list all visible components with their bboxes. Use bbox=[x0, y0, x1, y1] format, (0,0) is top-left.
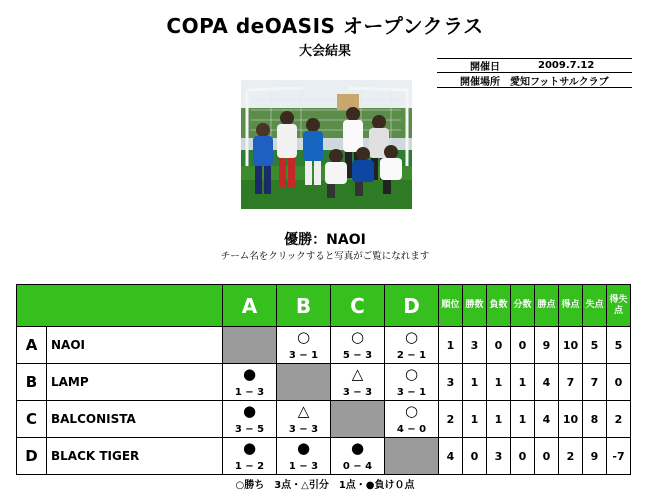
header-col-a: A bbox=[223, 285, 277, 327]
result-cell bbox=[277, 327, 331, 364]
stat-points: 4 bbox=[535, 364, 559, 401]
header-col-d: D bbox=[385, 285, 439, 327]
result-score: 3 − 3 bbox=[288, 424, 319, 435]
stat-losses: 1 bbox=[487, 401, 511, 438]
result-symbol: △ bbox=[351, 365, 364, 383]
result-symbol: ● bbox=[242, 439, 257, 457]
header-draws: 分数 bbox=[511, 285, 535, 327]
header-losses: 負数 bbox=[487, 285, 511, 327]
result-score: 3 − 1 bbox=[396, 387, 427, 398]
result-score: 3 − 5 bbox=[234, 424, 265, 435]
result-score: 1 − 2 bbox=[234, 461, 265, 472]
result-symbol: ● bbox=[242, 365, 257, 383]
photo-hint: チーム名をクリックすると写真がご覧になれます bbox=[220, 251, 430, 262]
result-score: 3 − 3 bbox=[342, 387, 373, 398]
stat-draws: 0 bbox=[511, 438, 535, 475]
stat-wins: 1 bbox=[463, 364, 487, 401]
stat-goal-diff: 5 bbox=[607, 327, 631, 364]
date-value: 2009.7.12 bbox=[538, 60, 595, 71]
result-cell bbox=[385, 401, 439, 438]
stat-goals-for: 2 bbox=[559, 438, 583, 475]
header-goals-for: 得点 bbox=[559, 285, 583, 327]
header-col-b: B bbox=[277, 285, 331, 327]
stat-losses: 0 bbox=[487, 327, 511, 364]
result-score: 1 − 3 bbox=[288, 461, 319, 472]
result-cell bbox=[223, 364, 277, 401]
header-goals-against: 失点 bbox=[583, 285, 607, 327]
stat-losses: 1 bbox=[487, 364, 511, 401]
stat-draws: 1 bbox=[511, 364, 535, 401]
result-symbol: ● bbox=[350, 439, 365, 457]
event-info bbox=[437, 58, 632, 88]
date-row bbox=[437, 58, 632, 73]
header-points: 勝点 bbox=[535, 285, 559, 327]
results-table bbox=[16, 284, 631, 475]
self-match-cell bbox=[331, 401, 385, 438]
team-row-c bbox=[17, 401, 631, 438]
result-cell bbox=[331, 364, 385, 401]
stat-rank: 4 bbox=[439, 438, 463, 475]
stat-wins: 3 bbox=[463, 327, 487, 364]
stat-rank: 2 bbox=[439, 401, 463, 438]
result-cell bbox=[223, 401, 277, 438]
result-score: 5 − 3 bbox=[342, 350, 373, 361]
page-title: COPA deOASIS オープンクラス bbox=[166, 14, 484, 38]
stat-goal-diff: 2 bbox=[607, 401, 631, 438]
result-cell bbox=[277, 401, 331, 438]
row-id: D bbox=[17, 438, 47, 475]
stat-draws: 1 bbox=[511, 401, 535, 438]
team-row-d bbox=[17, 438, 631, 475]
stat-goals-against: 7 bbox=[583, 364, 607, 401]
header-wins: 勝数 bbox=[463, 285, 487, 327]
row-id: C bbox=[17, 401, 47, 438]
result-symbol: △ bbox=[297, 402, 310, 420]
result-score: 3 − 1 bbox=[288, 350, 319, 361]
team-name-link[interactable]: BALCONISTA bbox=[47, 401, 223, 438]
stat-goal-diff: 0 bbox=[607, 364, 631, 401]
result-cell bbox=[331, 438, 385, 475]
result-cell bbox=[277, 438, 331, 475]
result-symbol: ○ bbox=[296, 328, 311, 346]
result-symbol: ● bbox=[296, 439, 311, 457]
self-match-cell bbox=[223, 327, 277, 364]
team-name-link[interactable]: LAMP bbox=[47, 364, 223, 401]
result-score: 1 − 3 bbox=[234, 387, 265, 398]
header-goal-diff: 得失点 bbox=[607, 285, 631, 327]
stat-points: 4 bbox=[535, 401, 559, 438]
venue-row bbox=[437, 73, 632, 88]
self-match-cell bbox=[277, 364, 331, 401]
team-photo-illustration bbox=[241, 80, 412, 209]
team-name-link[interactable]: NAOI bbox=[47, 327, 223, 364]
stat-draws: 0 bbox=[511, 327, 535, 364]
team-row-b bbox=[17, 364, 631, 401]
stat-points: 0 bbox=[535, 438, 559, 475]
header-rank: 順位 bbox=[439, 285, 463, 327]
stat-losses: 3 bbox=[487, 438, 511, 475]
result-cell bbox=[385, 327, 439, 364]
header-blank-cell bbox=[17, 285, 223, 327]
result-cell bbox=[223, 438, 277, 475]
stat-wins: 1 bbox=[463, 401, 487, 438]
result-score: 4 − 0 bbox=[396, 424, 427, 435]
stat-rank: 1 bbox=[439, 327, 463, 364]
stat-goals-against: 9 bbox=[583, 438, 607, 475]
result-cell bbox=[385, 364, 439, 401]
stat-goals-for: 7 bbox=[559, 364, 583, 401]
result-symbol: ○ bbox=[350, 328, 365, 346]
stat-goals-for: 10 bbox=[559, 327, 583, 364]
stat-goal-diff: -7 bbox=[607, 438, 631, 475]
result-cell bbox=[331, 327, 385, 364]
scoring-legend: ○勝ち 3点・△引分 1点・●負け０点 bbox=[235, 480, 415, 491]
date-label: 開催日 bbox=[470, 62, 500, 73]
stat-wins: 0 bbox=[463, 438, 487, 475]
venue-label: 開催場所 bbox=[460, 76, 500, 88]
stat-points: 9 bbox=[535, 327, 559, 364]
winning-team-photo[interactable] bbox=[241, 80, 412, 209]
result-symbol: ○ bbox=[404, 365, 419, 383]
team-name-link[interactable]: BLACK TIGER bbox=[47, 438, 223, 475]
page-subtitle: 大会結果 bbox=[298, 44, 351, 59]
result-symbol: ○ bbox=[404, 328, 419, 346]
champion-heading: 優勝：NAOI bbox=[284, 232, 366, 248]
result-score: 0 − 4 bbox=[342, 461, 373, 472]
header-col-c: C bbox=[331, 285, 385, 327]
results-header-row bbox=[17, 285, 631, 327]
team-row-a bbox=[17, 327, 631, 364]
result-symbol: ○ bbox=[404, 402, 419, 420]
stat-goals-against: 8 bbox=[583, 401, 607, 438]
stat-goals-against: 5 bbox=[583, 327, 607, 364]
result-score: 2 − 1 bbox=[396, 350, 427, 361]
self-match-cell bbox=[385, 438, 439, 475]
row-id: A bbox=[17, 327, 47, 364]
stat-rank: 3 bbox=[439, 364, 463, 401]
result-symbol: ● bbox=[242, 402, 257, 420]
stat-goals-for: 10 bbox=[559, 401, 583, 438]
venue-value: 愛知フットサルクラブ bbox=[510, 76, 609, 88]
row-id: B bbox=[17, 364, 47, 401]
